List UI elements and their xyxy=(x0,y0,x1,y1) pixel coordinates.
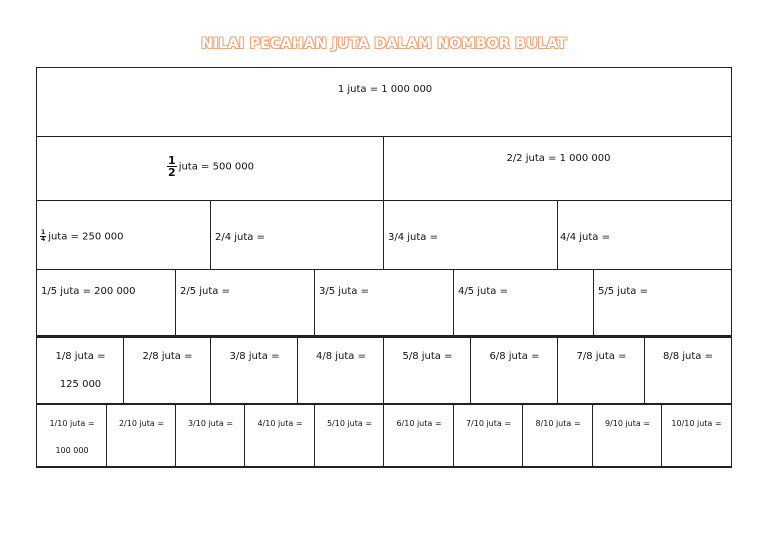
cell-1-juta: 1 juta = 1 000 000 xyxy=(36,67,732,136)
cell-7-10-juta: 7/10 juta = xyxy=(453,403,522,468)
cell-2-10-juta: 2/10 juta = xyxy=(106,403,175,468)
cell-5-10-juta: 5/10 juta = xyxy=(314,403,383,468)
cell-3-8-juta: 3/8 juta = xyxy=(210,336,297,403)
cell-4-5-juta: 4/5 juta = xyxy=(453,269,593,335)
cell-9-10-juta: 9/10 juta = xyxy=(592,403,661,468)
page-title: NILAI PECAHAN JUTA DALAM NOMBOR BULAT xyxy=(201,36,567,52)
cell-6-8-juta: 6/8 juta = xyxy=(470,336,557,403)
cell-3-10-juta: 3/10 juta = xyxy=(175,403,244,468)
cell-1-4-juta: $\frac{1}{4}$ juta = 250 000 xyxy=(36,200,210,269)
cell-1-8-juta: 1/8 juta = 125 000 xyxy=(36,336,123,403)
cell-2-4-juta: 2/4 juta = xyxy=(210,200,383,269)
cell-2-5-juta: 2/5 juta = xyxy=(175,269,314,335)
cell-8-8-juta: 8/8 juta = xyxy=(644,336,732,403)
fraction-one-quarter: $\frac{1}{4}$ xyxy=(41,229,46,243)
cell-1-5-juta: 1/5 juta = 200 000 xyxy=(36,269,175,335)
row-tenths xyxy=(36,403,732,468)
cell-7-8-juta: 7/8 juta = xyxy=(557,336,644,403)
cell-4-10-juta: 4/10 juta = xyxy=(244,403,314,468)
cell-5-5-juta: 5/5 juta = xyxy=(593,269,732,335)
row-whole xyxy=(36,67,732,136)
cell-10-10-juta: 10/10 juta = xyxy=(661,403,732,468)
cell-2-8-juta: 2/8 juta = xyxy=(123,336,210,403)
row-quarters xyxy=(36,200,732,269)
cell-4-4-juta: 4/4 juta = xyxy=(557,200,732,269)
cell-1-2-juta: $\frac{1}{2}$ juta = 500 000 xyxy=(36,136,383,200)
cell-1-10-juta: 1/10 juta = 100 000 xyxy=(36,403,106,468)
row-halves xyxy=(36,136,732,200)
fraction-table xyxy=(36,67,732,468)
cell-3-4-juta: 3/4 juta = xyxy=(383,200,557,269)
cell-2-2-juta: 2/2 juta = 1 000 000 xyxy=(383,136,732,200)
row-fifths xyxy=(36,269,732,335)
row-eighths xyxy=(36,335,732,403)
cell-8-10-juta: 8/10 juta = xyxy=(522,403,592,468)
cell-4-8-juta: 4/8 juta = xyxy=(297,336,383,403)
fraction-one-half: $\frac{1}{2}$ xyxy=(168,154,176,179)
cell-3-5-juta: 3/5 juta = xyxy=(314,269,453,335)
cell-5-8-juta: 5/8 juta = xyxy=(383,336,470,403)
cell-6-10-juta: 6/10 juta = xyxy=(383,403,453,468)
